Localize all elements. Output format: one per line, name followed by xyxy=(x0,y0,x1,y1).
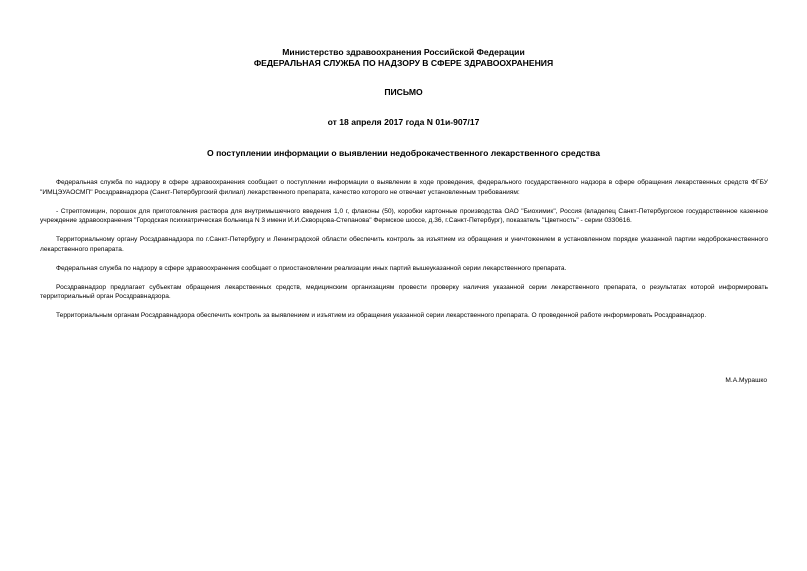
ministry-name: Министерство здравоохранения Российской Федерации xyxy=(282,47,525,57)
paragraph: Территориальным органам Росздравнадзора обеспечить контроль за выявлением и изъятием из обращения указанной серии лекарственного препарата. О проведенной работе информировать Росздравнадзор. xyxy=(56,312,707,320)
signature: М.А.Мурашко xyxy=(725,377,767,384)
paragraph: Федеральная служба по надзору в сфере здравоохранения сообщает о поступлении информации о выявлении в ходе проведения, федерального государственного надзора в сфере обращения лекарственных средств ФГБУ "ИМЦЭУАОСМП" Росздравнадзора (Санкт-Петербургский филиал) лекарственного препарата, качество которого не отвечает установленным требованиям: xyxy=(40,179,768,196)
issuer-header xyxy=(0,47,807,69)
paragraph: Территориальному органу Росздравнадзора по г.Санкт-Петербургу и Ленинградской области обеспечить контроль за изъятием из обращения и уничтожением в установленном порядке указанной партии недоброкачественного лекарственного препарата. xyxy=(40,236,768,253)
paragraph: Росздравнадзор предлагает субъектам обращения лекарственных средств, медицинским организациям провести проверку наличия указанной серии лекарственного препарата, о результатах которой информировать территориальный орган Росздравнадзора. xyxy=(40,283,768,301)
paragraph: Федеральная служба по надзору в сфере здравоохранения сообщает о приостановлении реализации иных партий вышеуказанной серии лекарственного препарата. xyxy=(56,264,567,272)
document-subject: О поступлении информации о выявлении недоброкачественного лекарственного средства xyxy=(207,148,600,158)
service-name: ФЕДЕРАЛЬНАЯ СЛУЖБА ПО НАДЗОРУ В СФЕРЕ ЗДРАВООХРАНЕНИЯ xyxy=(253,58,554,68)
paragraph: - Стрептомицин, порошок для приготовления раствора для внутримышечного введения 1,0 г, флаконы (50), коробки картонные производства ОАО "Биохимик", Россия (владелец Санкт-Петербургское государственное казенное учреждение здравоохранения "Городская психиатрическая больница N 3 имени И.И.Скворцова-Степанова" Фермское шоссе, д.36, г.Санкт-Петербург), показатель "Цветность" - серии 0330616. xyxy=(40,207,768,225)
document-date-number: от 18 апреля 2017 года N 01и-907/17 xyxy=(327,117,480,127)
document-body xyxy=(40,178,768,330)
document-type: ПИСЬМО xyxy=(384,87,423,97)
